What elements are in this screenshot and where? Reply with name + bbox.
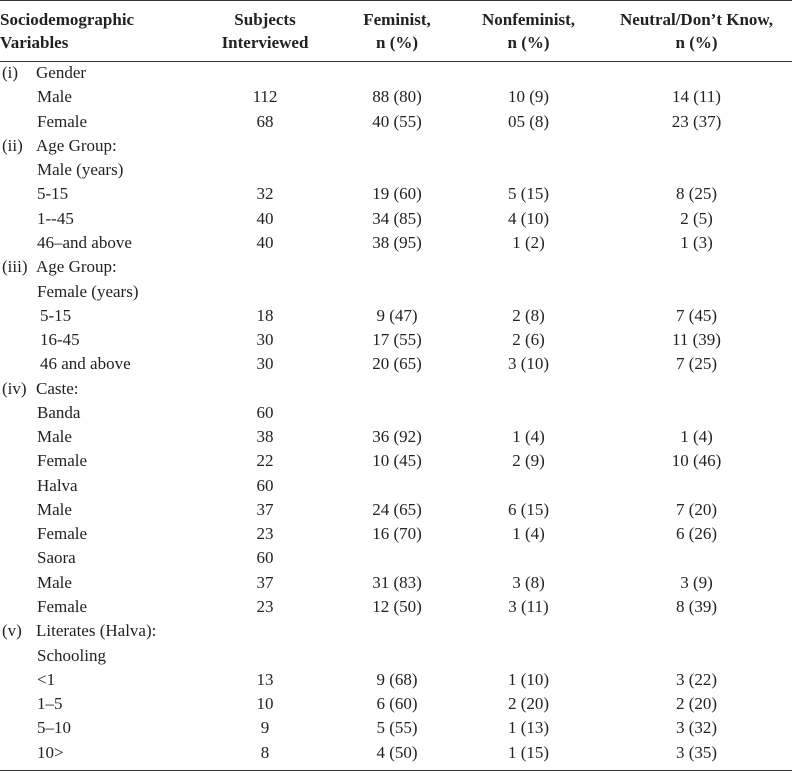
row-label: Halva <box>37 475 78 495</box>
table-row <box>0 449 792 473</box>
nonfeminist-cell: 2 (9) <box>512 451 545 471</box>
subsection-row <box>0 279 792 303</box>
table-row <box>0 546 792 570</box>
section-label: Caste: <box>36 378 79 398</box>
section-row <box>0 376 792 400</box>
subjects-cell: 30 <box>256 330 274 350</box>
section-row <box>0 619 792 643</box>
feminist-cell: 31 (83) <box>372 572 422 592</box>
nonfeminist-cell: 10 (9) <box>507 87 550 107</box>
subsection-row <box>0 158 792 182</box>
neutral-cell: 11 (39) <box>672 330 721 350</box>
nonfeminist-cell: 3 (11) <box>508 596 549 616</box>
feminist-cell: 36 (92) <box>372 427 422 447</box>
table-row <box>0 304 792 328</box>
subjects-cell: 60 <box>256 475 274 495</box>
neutral-cell: 7 (45) <box>675 305 718 325</box>
subjects-cell: 23 <box>256 524 274 544</box>
section-number: (v) <box>2 621 22 641</box>
subjects-cell: 13 <box>256 669 274 689</box>
table-row <box>0 352 792 376</box>
row-label: <1 <box>37 669 56 689</box>
table-row <box>0 595 792 619</box>
subjects-cell: 30 <box>256 354 274 374</box>
nonfeminist-cell: 1 (15) <box>507 742 550 762</box>
row-label: 10> <box>37 742 64 762</box>
nonfeminist-cell: 1 (10) <box>507 669 550 689</box>
table-row <box>0 740 792 764</box>
section-number: (iii) <box>2 257 28 277</box>
feminist-cell: 10 (45) <box>372 451 422 471</box>
feminist-cell: 19 (60) <box>372 184 422 204</box>
section-label: Age Group: <box>36 135 117 155</box>
table-row <box>0 207 792 231</box>
table-row <box>0 182 792 206</box>
row-label: Female <box>37 524 88 544</box>
row-label: 46–and above <box>37 232 132 252</box>
nonfeminist-cell: 3 (8) <box>512 572 545 592</box>
nonfeminist-cell: 1 (4) <box>512 427 545 447</box>
feminist-cell: 34 (85) <box>372 208 422 228</box>
feminist-cell: 88 (80) <box>372 87 422 107</box>
feminist-cell: 40 (55) <box>372 111 422 131</box>
feminist-cell: 12 (50) <box>372 596 422 616</box>
neutral-cell: 3 (35) <box>675 742 718 762</box>
nonfeminist-cell: 1 (13) <box>507 718 550 738</box>
table-row <box>0 474 792 498</box>
feminist-cell: 24 (65) <box>372 499 422 519</box>
row-label: 5–10 <box>37 718 71 738</box>
subjects-cell: 23 <box>256 596 274 616</box>
row-label: Schooling <box>37 645 106 665</box>
row-label: Female (years) <box>37 281 139 301</box>
header-feminist: Feminist, n (%) <box>363 9 431 52</box>
neutral-cell: 7 (20) <box>675 499 718 519</box>
subjects-cell: 60 <box>256 548 274 568</box>
nonfeminist-cell: 5 (15) <box>507 184 550 204</box>
feminist-cell: 9 (68) <box>376 669 418 689</box>
feminist-cell: 6 (60) <box>376 694 418 714</box>
row-label: 5-15 <box>40 305 72 325</box>
subjects-cell: 9 <box>260 718 270 738</box>
feminist-cell: 16 (70) <box>372 524 422 544</box>
nonfeminist-cell: 05 (8) <box>507 111 550 131</box>
feminist-cell: 5 (55) <box>376 718 418 738</box>
subjects-cell: 37 <box>256 572 274 592</box>
nonfeminist-cell: 6 (15) <box>507 499 550 519</box>
section-row <box>0 255 792 279</box>
feminist-cell: 4 (50) <box>376 742 418 762</box>
neutral-cell: 14 (11) <box>672 87 721 107</box>
row-label: 1–5 <box>37 694 63 714</box>
row-label: 16-45 <box>40 330 80 350</box>
subjects-cell: 37 <box>256 499 274 519</box>
section-number: (iv) <box>2 378 27 398</box>
table-row <box>0 522 792 546</box>
row-label: Female <box>37 596 88 616</box>
header-neutral: Neutral/Don’t Know, n (%) <box>620 9 773 52</box>
nonfeminist-cell: 2 (6) <box>512 330 545 350</box>
nonfeminist-cell: 1 (2) <box>512 232 545 252</box>
subjects-cell: 112 <box>252 87 278 107</box>
table-row <box>0 328 792 352</box>
bottom-rule <box>0 770 792 771</box>
nonfeminist-cell: 3 (10) <box>507 354 550 374</box>
table-row <box>0 425 792 449</box>
section-number: (ii) <box>2 135 23 155</box>
table-row <box>0 401 792 425</box>
neutral-cell: 3 (32) <box>675 718 718 738</box>
table-row <box>0 716 792 740</box>
row-label: Male <box>37 427 72 447</box>
table-row <box>0 692 792 716</box>
nonfeminist-cell: 4 (10) <box>507 208 550 228</box>
table-row <box>0 668 792 692</box>
neutral-cell: 7 (25) <box>675 354 718 374</box>
subjects-cell: 40 <box>256 232 274 252</box>
table-row <box>0 498 792 522</box>
row-label: Female <box>37 451 88 471</box>
subjects-cell: 68 <box>256 111 274 131</box>
neutral-cell: 3 (22) <box>675 669 718 689</box>
subjects-cell: 8 <box>260 742 270 762</box>
feminist-cell: 38 (95) <box>372 232 422 252</box>
table-row <box>0 110 792 134</box>
row-label: Saora <box>37 548 76 568</box>
neutral-cell: 8 (25) <box>675 184 718 204</box>
header-row <box>0 0 792 61</box>
section-row <box>0 134 792 158</box>
feminist-cell: 9 (47) <box>376 305 418 325</box>
neutral-cell: 1 (3) <box>680 232 713 252</box>
row-label: Female <box>37 111 88 131</box>
section-label: Literates (Halva): <box>36 621 157 641</box>
subjects-cell: 18 <box>256 305 274 325</box>
section-label: Gender <box>36 63 87 83</box>
neutral-cell: 3 (9) <box>680 572 713 592</box>
section-number: (i) <box>2 63 19 83</box>
feminist-cell: 17 (55) <box>372 330 422 350</box>
row-label: Male <box>37 572 72 592</box>
section-label: Age Group: <box>36 257 117 277</box>
nonfeminist-cell: 2 (8) <box>512 305 545 325</box>
header-subjects: Subjects Interviewed <box>221 9 309 52</box>
neutral-cell: 8 (39) <box>675 596 718 616</box>
neutral-cell: 2 (20) <box>675 694 718 714</box>
subjects-cell: 10 <box>256 694 274 714</box>
neutral-cell: 23 (37) <box>671 111 722 131</box>
table-row <box>0 571 792 595</box>
row-label: Banda <box>37 402 81 422</box>
subjects-cell: 38 <box>256 427 274 447</box>
table-row <box>0 85 792 109</box>
row-label: Male <box>37 87 72 107</box>
neutral-cell: 1 (4) <box>680 427 713 447</box>
table-row <box>0 231 792 255</box>
subjects-cell: 40 <box>256 208 274 228</box>
row-label: 5-15 <box>37 184 69 204</box>
header-variables: Sociodemographic Variables <box>0 9 135 52</box>
nonfeminist-cell: 2 (20) <box>507 694 550 714</box>
feminist-cell: 20 (65) <box>372 354 422 374</box>
neutral-cell: 6 (26) <box>675 524 718 544</box>
subjects-cell: 60 <box>256 402 274 422</box>
section-row <box>0 61 792 85</box>
subsection-row <box>0 643 792 667</box>
neutral-cell: 2 (5) <box>680 208 713 228</box>
neutral-cell: 10 (46) <box>671 451 722 471</box>
row-label: Male (years) <box>37 160 124 180</box>
nonfeminist-cell: 1 (4) <box>512 524 545 544</box>
subjects-cell: 22 <box>256 451 274 471</box>
row-label: 1--45 <box>37 208 74 228</box>
row-label: Male <box>37 499 72 519</box>
subjects-cell: 32 <box>256 184 274 204</box>
row-label: 46 and above <box>40 354 131 374</box>
header-nonfeminist: Nonfeminist, n (%) <box>481 9 576 52</box>
